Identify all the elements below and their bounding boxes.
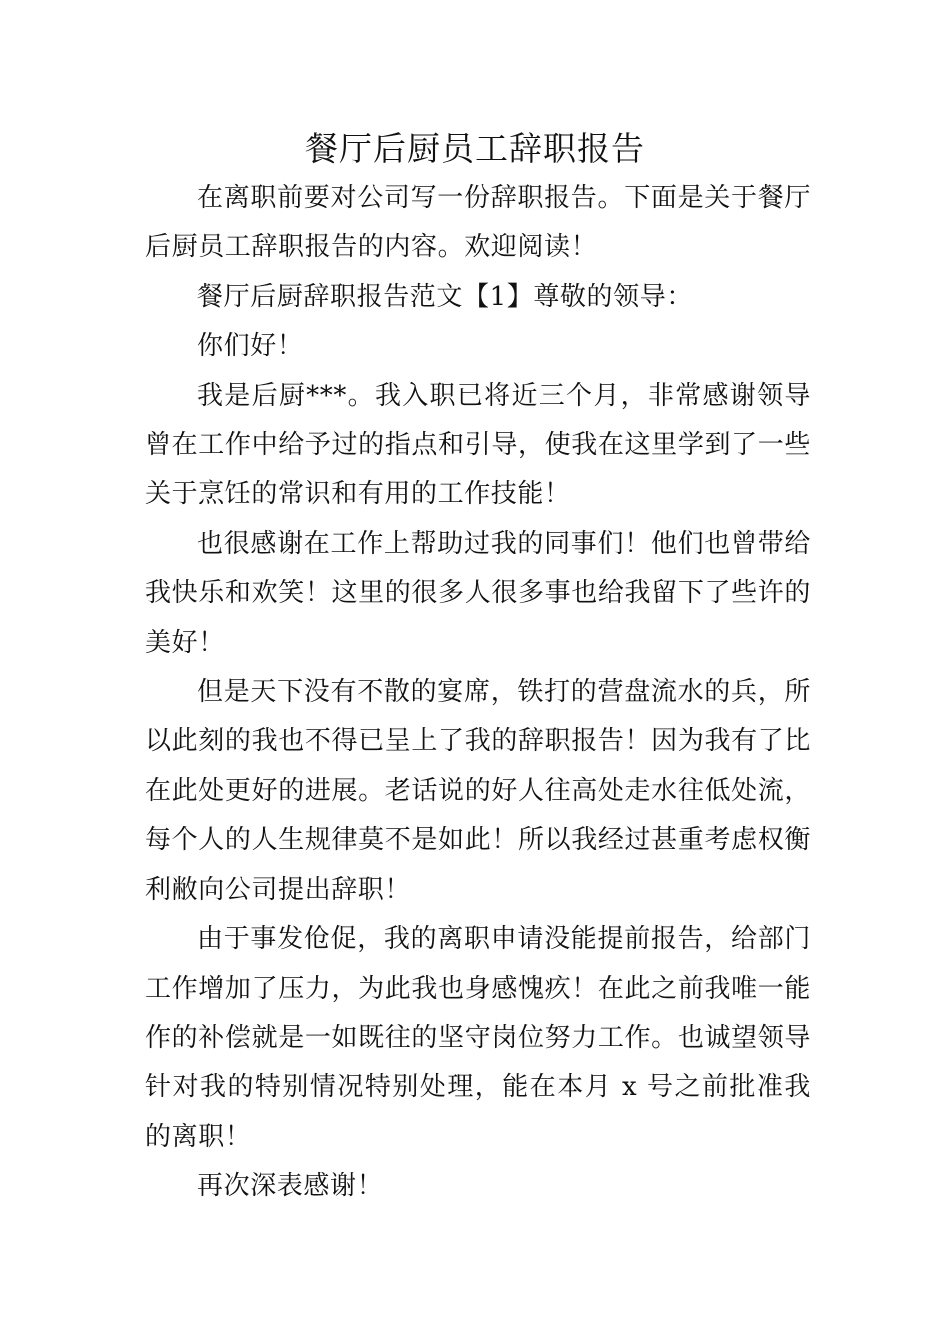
paragraph-apology: 由于事发伧促，我的离职申请没能提前报告，给部门工作增加了压力，为此我也身感愧疚！在此之前我唯一能作的补偿就是一如既往的坚守岗位努力工作。也诚望领导针对我的特别情况特别处理，能在本月 x 号之前批准我的离职！: [145, 924, 811, 1152]
paragraph-greeting: 你们好！: [197, 331, 304, 362]
paragraph-salutation: 餐厅后厨辞职报告范文【1】尊敬的领导：: [197, 281, 693, 312]
document-title: 餐厅后厨员工辞职报告: [305, 129, 645, 168]
document-body: [145, 174, 811, 1212]
paragraph-closing-thanks: 再次深表感谢！: [197, 1171, 384, 1202]
paragraph-introduction-self: 我是后厨***。我入职已将近三个月，非常感谢领导曾在工作中给予过的指点和引导，使我在这里学到了一些关于烹饪的常识和有用的工作技能！: [145, 380, 811, 510]
paragraph-intro: 在离职前要对公司写一份辞职报告。下面是关于餐厅后厨员工辞职报告的内容。欢迎阅读！: [145, 183, 811, 263]
paragraph-reason: 但是天下没有不散的宴席，铁打的营盘流水的兵，所以此刻的我也不得已呈上了我的辞职报告！因为我有了比在此处更好的进展。老话说的好人往高处走水往低处流，每个人的人生规律莫不是如此！所以我经过甚重考虑权衡利敝向公司提出辞职！: [145, 677, 811, 905]
paragraph-thanks-colleagues: 也很感谢在工作上帮助过我的同事们！他们也曾带给我快乐和欢笑！这里的很多人很多事也给我留下了些许的美好！: [145, 528, 811, 658]
